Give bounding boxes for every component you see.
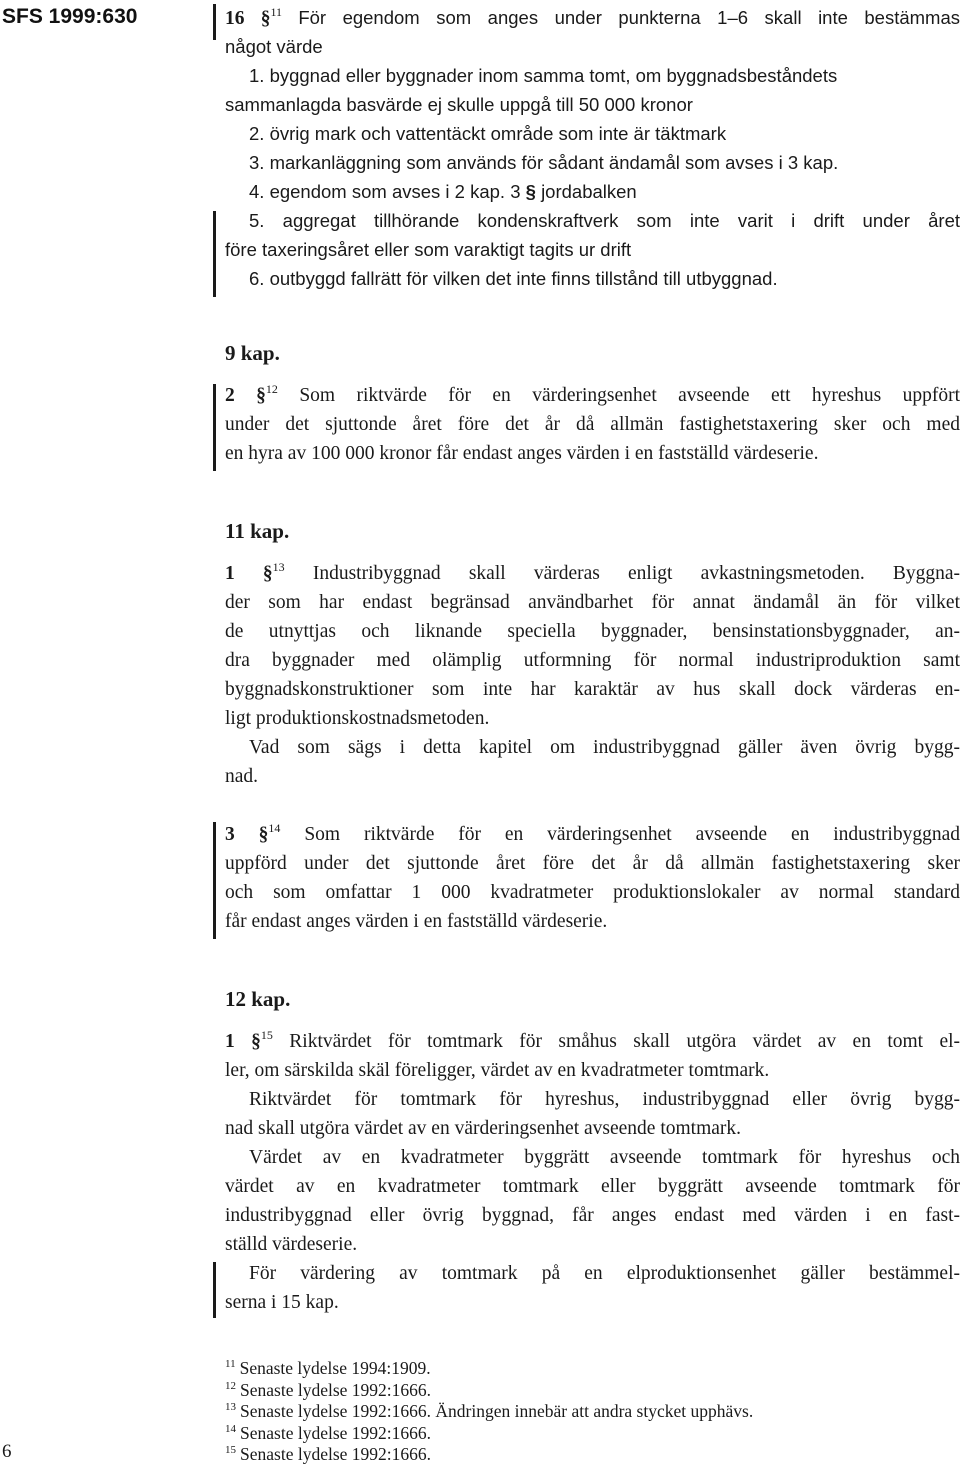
paragraph-text: Som riktvärde för en värderingsenhet avseende ett hyreshus uppfört: [299, 385, 960, 406]
footnote-number: 12: [225, 1379, 236, 1392]
sfs-number: SFS 1999:630: [2, 5, 138, 28]
section-3-line1: [225, 820, 960, 849]
footnote-text: Senaste lydelse 1992:1666.: [240, 1379, 432, 1400]
paragraph-line: För värdering av tomtmark på en elproduktionsenhet gäller bestämmel-: [249, 1263, 960, 1284]
paragraph-line: byggnadskonstruktioner som inte har karaktär av hus skall dock värderas en-: [225, 679, 960, 700]
footnote-text: Senaste lydelse 1992:1666.: [240, 1444, 432, 1464]
section-mark: §: [262, 563, 273, 584]
footnote-text: Senaste lydelse 1992:1666.: [240, 1422, 432, 1443]
section-number: 1: [225, 1031, 235, 1052]
section-mark: §: [256, 385, 266, 406]
section-number: 3: [225, 824, 235, 845]
paragraph-line: värdet av en kvadratmeter tomtmark eller byggrätt avseende tomtmark för: [225, 1176, 960, 1197]
paragraph-line: Värdet av en kvadratmeter byggrätt avseende tomtmark för hyreshus och: [249, 1147, 960, 1168]
footnote-number: 11: [225, 1358, 236, 1370]
change-bar-12kap-last: [213, 1262, 216, 1318]
change-bar-section-16: [213, 4, 216, 40]
paragraph-line: en hyra av 100 000 kronor får endast anges värden i en fastställd värdeserie.: [225, 443, 819, 464]
footnote-number: 13: [225, 1401, 236, 1413]
paragraph-line: Riktvärdet för tomtmark för hyreshus, industribyggnad eller övrig bygg-: [249, 1089, 960, 1110]
paragraph-line: och som omfattar 1 000 kvadratmeter produktionslokaler av normal standard: [225, 882, 960, 903]
list-item-4: [225, 177, 637, 206]
section-number: 1: [225, 563, 235, 584]
paragraph-line: Vad som sägs i detta kapitel om industribyggnad gäller även övrig bygg-: [249, 737, 960, 758]
footnote-number: 15: [225, 1444, 236, 1456]
footnote-15: [225, 1444, 431, 1469]
paragraph-line: under det sjuttonde året före det år då allmän fastighetstaxering sker och med: [225, 414, 960, 435]
paragraph-line: ställd värdeserie.: [225, 1234, 358, 1255]
paragraph-line: uppförd under det sjuttonde året före det år då allmän fastighetstaxering sker: [225, 853, 960, 874]
section-1-line1: [225, 559, 960, 588]
paragraph-line: der som har endast begränsad användbarhet för annat ändamål än för vilket: [225, 592, 960, 613]
list-item-1-cont: sammanlagda basvärde ej skulle uppgå till 50 000 kronor: [225, 94, 693, 115]
paragraph-text: Som riktvärde för en värderingsenhet avseende en industribyggnad: [304, 824, 960, 845]
paragraph-line: de utnyttjas och liknande speciella byggnader, bensinstationsbyggnader, an-: [225, 621, 960, 642]
paragraph-line: ler, om särskilda skäl föreligger, värdet av en kvadratmeter tomtmark.: [225, 1060, 770, 1081]
section-16-intro-line1: [225, 3, 960, 32]
paragraph-text: För egendom som anges under punkterna 1–6 skall inte bestämmas: [298, 7, 960, 28]
chapter-heading: 11 kap.: [225, 519, 290, 543]
paragraph-line: dra byggnader med olämplig utformning för normal industriproduktion samt: [225, 650, 960, 671]
change-bar-11kap-3: [213, 822, 216, 939]
paragraph-text: Riktvärdet för tomtmark för småhus skall utgöra värdet av en tomt el-: [289, 1031, 960, 1052]
list-item-5: 5. aggregat tillhörande kondenskraftverk som inte varit i drift under året: [249, 210, 960, 231]
paragraph-line: nad.: [225, 766, 259, 787]
change-bar-items-5-6: [213, 211, 216, 297]
footnote-ref: 15: [260, 1028, 273, 1042]
list-item-2: 2. övrig mark och vattentäckt område som inte är täktmark: [249, 123, 727, 144]
section-mark: §: [258, 824, 269, 845]
list-item-6: 6. outbyggd fallrätt för vilken det inte finns tillstånd till utbyggnad.: [249, 268, 778, 289]
paragraph-text: något värde: [225, 36, 323, 57]
paragraph-line: industribyggnad eller övrig byggnad, får anges endast med värden i en fast-: [225, 1205, 960, 1226]
section-number: 2: [225, 385, 235, 406]
list-item-1: 1. byggnad eller byggnader inom samma tomt, om byggnadsbeståndets: [249, 65, 838, 86]
chapter-heading: 9 kap.: [225, 341, 280, 365]
page-number: 6: [2, 1441, 12, 1462]
paragraph-line: serna i 15 kap.: [225, 1292, 339, 1313]
footnote-ref: 11: [270, 5, 283, 19]
list-item-4-text: 4. egendom som avses i 2 kap. 3: [249, 181, 521, 202]
list-item-3: 3. markanläggning som används för sådant ändamål som avses i 3 kap.: [249, 152, 839, 173]
chapter-heading: 12 kap.: [225, 987, 291, 1011]
section-1-line1: [225, 1027, 960, 1056]
paragraph-line: nad skall utgöra värdet av en värderingsenhet avseende tomtmark.: [225, 1118, 742, 1139]
footnote-text: Senaste lydelse 1992:1666. Ändringen innebär att andra stycket upphävs.: [240, 1401, 754, 1421]
section-mark: §: [251, 1031, 261, 1052]
footnote-number: 14: [225, 1422, 236, 1435]
section-2-line1: [225, 381, 960, 410]
footnote-ref: 14: [268, 821, 281, 835]
section-mark: §: [525, 181, 536, 202]
paragraph-line: får endast anges värden i en fastställd värdeserie.: [225, 911, 608, 932]
footnote-ref: 12: [265, 382, 278, 396]
list-item-5-cont: före taxeringsåret eller som varaktigt tagits ur drift: [225, 239, 632, 260]
section-number: 16: [225, 8, 245, 29]
section-mark: §: [260, 8, 271, 29]
paragraph-text: Industribyggnad skall värderas enligt avkastningsmetoden. Byggna-: [312, 563, 960, 584]
paragraph-line: ligt produktionskostnadsmetoden.: [225, 708, 490, 729]
list-item-4-text-end: jordabalken: [541, 181, 637, 202]
footnote-ref: 13: [272, 560, 285, 574]
change-bar-9kap-2: [213, 384, 216, 471]
footnote-text: Senaste lydelse 1994:1909.: [239, 1358, 431, 1378]
